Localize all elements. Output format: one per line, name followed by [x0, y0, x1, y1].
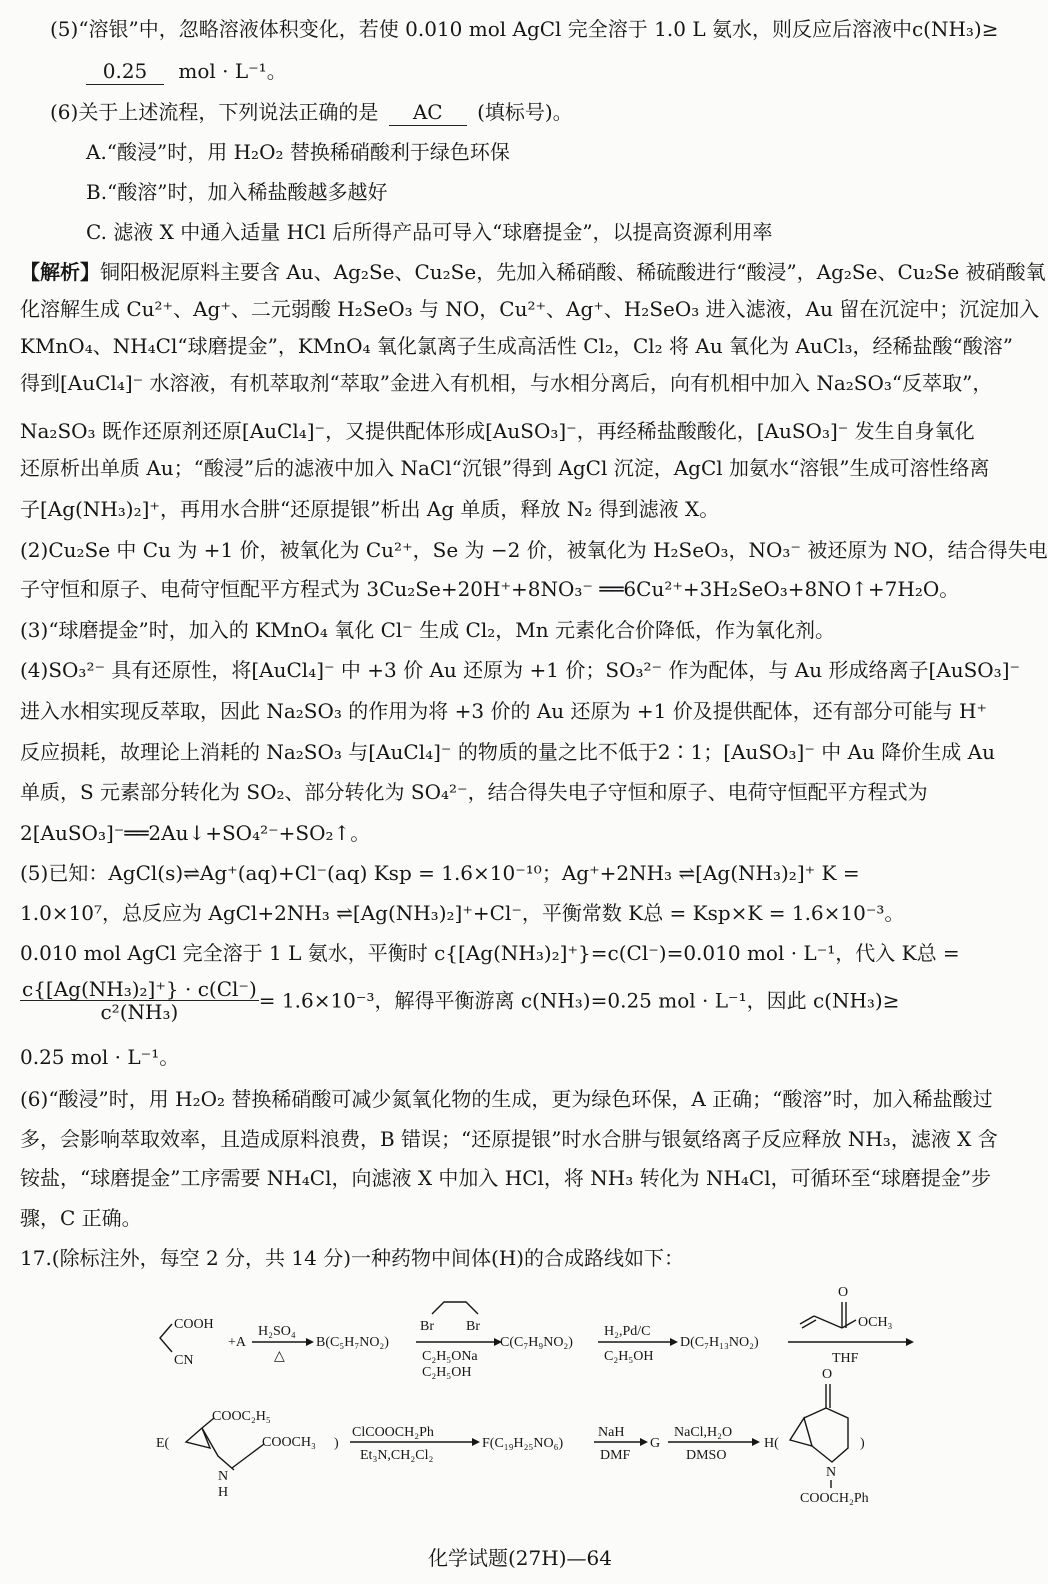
h-n: N: [826, 1465, 837, 1480]
e-cooch3: COOCH₃: [262, 1435, 316, 1450]
kc-numerator: c{[Ag(NH₃)₂]⁺} · c(Cl⁻): [22, 977, 257, 1001]
r3-bottom: C₂H₅OH: [604, 1349, 654, 1364]
r7-bottom: DMSO: [686, 1448, 727, 1463]
compound-e-structure: [186, 1409, 316, 1500]
analysis-line-19: 0.25 mol · L⁻¹。: [20, 1045, 180, 1069]
analysis-line-23: 骤，C 正确。: [20, 1206, 142, 1230]
r4-o: O: [838, 1285, 849, 1300]
r1-bottom: △: [274, 1349, 285, 1364]
dibromoethane-bonds: [432, 1302, 478, 1314]
q6-stem-before: (6)关于上述流程，下列说法正确的是: [50, 100, 379, 124]
analysis-line-21: 多，会影响萃取效率，且造成原料浪费，B 错误；“还原提银”时水合肼与银氨络离子反应释放 NH₃，滤液 X 含: [20, 1127, 998, 1151]
e-label: E(: [156, 1436, 170, 1451]
start-material: [160, 1317, 214, 1368]
analysis-line-13: 反应损耗，故理论上消耗的 Na₂SO₃ 与[AuCl₄]⁻ 的物质的量之比不低于2∶1；[AuSO₃]⁻ 中 Au 降价生成 Au: [20, 740, 995, 764]
r4-och3: OCH₃: [858, 1315, 893, 1330]
analysis-line-6: 还原析出单质 Au；“酸浸”后的滤液中加入 NaCl“沉银”得到 AgCl 沉淀，AgCl 加氨水“溶银”生成可溶性络离: [20, 456, 990, 480]
compound-d: D(C₇H₁₃NO₂): [680, 1335, 759, 1350]
r5-top: ClCOOCH₂Ph: [352, 1425, 434, 1440]
r3-top: H₂,Pd/C: [604, 1324, 651, 1339]
page-footer: 化学试题(27H)—64: [428, 1546, 612, 1570]
r2-bottom-2: C₂H₅OH: [422, 1365, 472, 1380]
q6-option-a: A.“酸浸”时，用 H₂O₂ 替换稀硝酸利于绿色环保: [86, 140, 510, 164]
analysis-line-5: Na₂SO₃ 既作还原剂还原[AuCl₄]⁻，又提供配体形成[AuSO₃]⁻，再经稀盐酸酸化，[AuSO₃]⁻ 发生自身氧化: [20, 419, 975, 443]
h-o: O: [822, 1367, 833, 1382]
analysis-line-22: 铵盐，“球磨提金”工序需要 NH₄Cl，向滤液 X 中加入 HCl，将 NH₃ 转化为 NH₄Cl，可循环至“球磨提金”步: [20, 1166, 992, 1190]
br-1: Br: [420, 1319, 434, 1334]
analysis-line-1: [20, 259, 1046, 285]
compound-c: C(C₇H₉NO₂): [500, 1335, 573, 1350]
analysis-line-15: 2[AuSO₃]⁻══2Au↓+SO₄²⁻+SO₂↑。: [20, 821, 371, 845]
start-cooh: COOH: [174, 1317, 214, 1332]
h-sub: COOCH₂Ph: [800, 1491, 869, 1506]
q6-stem: [50, 99, 573, 126]
start-cn: CN: [174, 1353, 194, 1368]
r6-top: NaH: [598, 1425, 625, 1440]
analysis-fraction-line: [20, 978, 899, 1023]
analysis-line-18: 0.010 mol AgCl 完全溶于 1 L 氨水，平衡时 c{[Ag(NH₃)₂]⁺}=c(Cl⁻)=0.010 mol · L⁻¹，代入 K总 =: [20, 941, 960, 965]
analysis-line-12: 进入水相实现反萃取，因此 Na₂SO₃ 的作用为将 +3 价的 Au 还原为 +1 价及提供配体，还有部分可能与 H⁺: [20, 699, 988, 723]
br-2: Br: [466, 1319, 480, 1334]
q17-stem: 17.(除标注外，每空 2 分，共 14 分)一种药物中间体(H)的合成路线如下：: [20, 1246, 685, 1270]
q5-answer: 0.25: [86, 58, 164, 85]
r1-top: H₂SO₄: [258, 1324, 296, 1339]
methyl-acrylate: [800, 1285, 893, 1330]
kc-fraction: [20, 978, 259, 1023]
kc-denominator: c²(NH₃): [100, 1000, 179, 1024]
compound-g: G: [650, 1436, 661, 1451]
h-close: ): [860, 1436, 865, 1451]
analysis-line-10: (3)“球磨提金”时，加入的 KMnO₄ 氧化 Cl⁻ 生成 Cl₂，Mn 元素化合价降低，作为氧化剂。: [20, 618, 835, 642]
q6-answer: AC: [389, 99, 467, 126]
e-n: N: [218, 1469, 229, 1484]
q6-option-c: C. 滤液 X 中通入适量 HCl 后所得产品可导入“球磨提金”，以提高资源利用率: [86, 220, 773, 244]
synthesis-scheme: [0, 1280, 1048, 1520]
analysis-line-2: 化溶解生成 Cu²⁺、Ag⁺、二元弱酸 H₂SeO₃ 与 NO，Cu²⁺、Ag⁺、H₂SeO₃ 进入滤液，Au 留在沉淀中；沉淀加入: [20, 297, 1040, 321]
compound-f: F(C₁₉H₂₅NO₆): [482, 1436, 564, 1451]
analysis-line-7: 子[Ag(NH₃)₂]⁺，再用水合肼“还原提银”析出 Ag 单质，释放 N₂ 得到滤液 X。: [20, 497, 720, 521]
plus-a: +A: [228, 1335, 247, 1350]
analysis-line-17: 1.0×10⁷，总反应为 AgCl+2NH₃ ⇌[Ag(NH₃)₂]⁺+Cl⁻，平衡常数 K总 = Ksp×K = 1.6×10⁻³。: [20, 901, 905, 925]
analysis-line-14: 单质，S 元素部分转化为 SO₂、部分转化为 SO₄²⁻，结合得失电子守恒和原子、电荷守恒配平方程式为: [20, 780, 928, 804]
q5-unit: mol · L⁻¹。: [178, 59, 287, 83]
kc-fraction-after: = 1.6×10⁻³，解得平衡游离 c(NH₃)=0.25 mol · L⁻¹，因此 c(NH₃)≥: [258, 988, 900, 1013]
analysis-line-8: (2)Cu₂Se 中 Cu 为 +1 价，被氧化为 Cu²⁺，Se 为 −2 价，被氧化为 H₂SeO₃，NO₃⁻ 被还原为 NO，结合得失电: [20, 538, 1048, 562]
q5-answer-line: [86, 58, 287, 85]
r4-bottom: THF: [832, 1351, 859, 1366]
analysis-line-16: (5)已知：AgCl(s)⇌Ag⁺(aq)+Cl⁻(aq) Ksp = 1.6×10⁻¹⁰；Ag⁺+2NH₃ ⇌[Ag(NH₃)₂]⁺ K =: [20, 861, 860, 885]
analysis-line-11: (4)SO₃²⁻ 具有还原性，将[AuCl₄]⁻ 中 +3 价 Au 还原为 +1 价；SO₃²⁻ 作为配体，与 Au 形成络离子[AuSO₃]⁻: [20, 658, 1021, 682]
r2-bottom-1: C₂H₅ONa: [422, 1349, 478, 1364]
h-label: H(: [764, 1436, 779, 1451]
analysis-line-20: (6)“酸浸”时，用 H₂O₂ 替换稀硝酸可减少氮氧化物的生成，更为绿色环保，A 正确；“酸溶”时，加入稀盐酸过: [20, 1087, 993, 1111]
r7-top: NaCl,H₂O: [674, 1425, 733, 1440]
analysis-line-4: 得到[AuCl₄]⁻ 水溶液，有机萃取剂“萃取”金进入有机相，与水相分离后，向有机相中加入 Na₂SO₃“反萃取”，: [20, 371, 993, 395]
compound-h-structure: [790, 1367, 869, 1506]
q5-line1: (5)“溶银”中，忽略溶液体积变化，若使 0.010 mol AgCl 完全溶于 1.0 L 氨水，则反应后溶液中c(NH₃)≥: [50, 17, 999, 41]
analysis-line-3: KMnO₄、NH₄Cl“球磨提金”，KMnO₄ 氧化氯离子生成高活性 Cl₂，Cl₂ 将 Au 氧化为 AuCl₃，经稀盐酸“酸溶”: [20, 334, 1013, 358]
r6-bottom: DMF: [600, 1448, 631, 1463]
q6-stem-after: (填标号)。: [477, 100, 573, 124]
q6-option-b: B.“酸溶”时，加入稀盐酸越多越好: [86, 180, 388, 204]
e-close: ): [334, 1436, 339, 1451]
compound-b: B(C₅H₇NO₂): [316, 1335, 389, 1350]
analysis-text-1: 铜阳极泥原料主要含 Au、Ag₂Se、Cu₂Se，先加入稀硝酸、稀硫酸进行“酸浸”，Ag₂Se、Cu₂Se 被硝酸氧: [100, 260, 1046, 284]
analysis-label: 【解析】: [20, 260, 100, 284]
r5-bottom: Et₃N,CH₂Cl₂: [360, 1448, 434, 1463]
analysis-line-9: 子守恒和原子、电荷守恒配平方程式为 3Cu₂Se+20H⁺+8NO₃⁻ ══6Cu²⁺+3H₂SeO₃+8NO↑+7H₂O。: [20, 577, 960, 601]
e-h: H: [218, 1485, 229, 1500]
e-cooc2h5: COOC₂H₅: [212, 1409, 271, 1424]
